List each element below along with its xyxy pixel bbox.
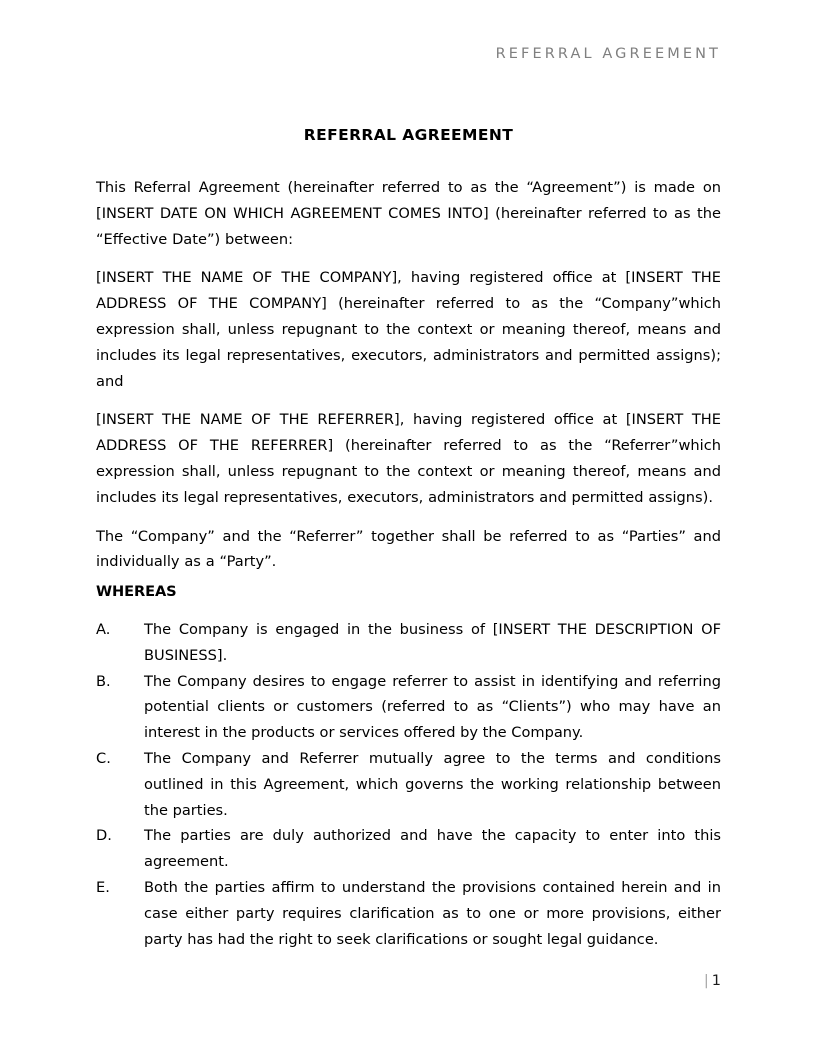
whereas-heading: WHEREAS [96,583,177,601]
clause-marker: A. [96,620,111,638]
clause-marker: B. [96,672,111,690]
list-item [96,823,721,875]
page-number: 1 [711,973,721,989]
footer-separator: | [703,973,709,989]
clause-text: The Company desires to engage referrer to assist in identifying and referring potential clients or customers (referred to as “Clients”) who may have an interest in the products or services offered by the Company. [144,672,721,742]
paragraph-parties-definition: The “Company” and the “Referrer” together shall be referred to as “Parties” and individually as a “Party”. [96,527,721,571]
clause-marker: D. [96,827,112,845]
paragraph-referrer-party: [INSERT THE NAME OF THE REFERRER], having registered office at [INSERT THE ADDRESS OF THE REFERRER] (hereinafter referred to as the “Referrer”which expression shall, unless repugnant to the context or meaning thereof, means and includes its legal representatives, executors, administrators and permitted assigns). [96,411,721,506]
paragraph-company-party: [INSERT THE NAME OF THE COMPANY], having registered office at [INSERT THE ADDRESS OF THE COMPANY] (hereinafter referred to as the “Company”which expression shall, unless repugnant to the context or meaning thereof, means and includes its legal representatives, executors, administrators and permitted assigns); and [96,269,721,390]
clause-marker: C. [96,749,111,767]
list-item [96,669,721,746]
list-item [96,617,721,669]
clause-text: Both the parties affirm to understand the provisions contained herein and in case either party requires clarification as to one or more provisions, either party has had the right to seek clarifications or sought legal guidance. [144,878,721,948]
clause-text: The parties are duly authorized and have the capacity to enter into this agreement. [144,827,721,871]
clause-marker: E. [96,878,110,896]
document-body [96,124,721,952]
running-header: REFERRAL AGREEMENT [495,46,721,62]
page-footer [96,971,721,991]
paragraph-agreement-date: This Referral Agreement (hereinafter referred to as the “Agreement”) is made on [INSERT DATE ON WHICH AGREEMENT COMES INTO] (hereinafter referred to as the “Effective Date”) between: [96,179,721,248]
list-item [96,875,721,952]
whereas-clause-list [96,617,721,952]
list-item [96,746,721,823]
clause-text: The Company and Referrer mutually agree to the terms and conditions outlined in this Agreement, which governs the working relationship between the parties. [144,749,721,819]
page-title: REFERRAL AGREEMENT [303,126,514,144]
clause-text: The Company is engaged in the business of [INSERT THE DESCRIPTION OF BUSINESS]. [144,620,721,664]
